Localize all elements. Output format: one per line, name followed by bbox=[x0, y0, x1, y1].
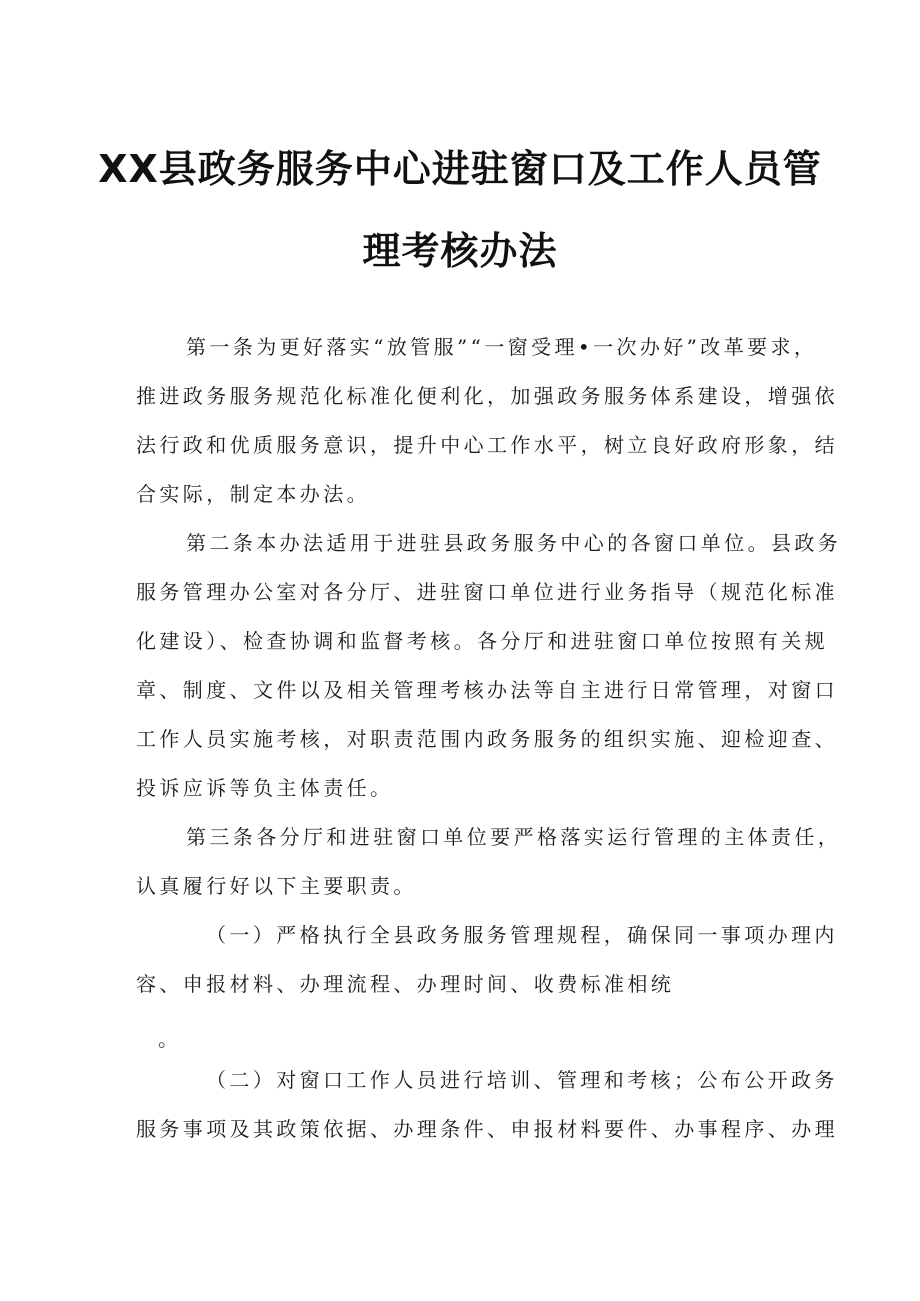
article-2-line-3: 化建设）、检查协调和监督考核。各分厅和进驻窗口单位按照有关规 bbox=[136, 629, 828, 653]
item-1-line-1: （一）严格执行全县政务服务管理规程，确保同一事项办理内 bbox=[206, 923, 838, 947]
item-1-line-3: 。 bbox=[158, 1027, 182, 1051]
document-title-line-1: XX县政务服务中心进驻窗口及工作人员管 bbox=[98, 147, 822, 191]
item-2-line-2: 服务事项及其政策依据、办理条件、申报材料要件、办事程序、办理 bbox=[136, 1117, 838, 1141]
item-2-line-1: （二）对窗口工作人员进行培训、管理和考核；公布公开政务 bbox=[206, 1068, 838, 1092]
article-3-line-1: 第三条各分厅和进驻窗口单位要严格落实运行管理的主体责任， bbox=[186, 825, 842, 849]
article-2-line-2: 服务管理办公室对各分厅、进驻窗口单位进行业务指导（规范化标准 bbox=[136, 580, 838, 604]
article-1-line-2: 推进政务服务规范化标准化便利化，加强政务服务体系建设，增强依 bbox=[136, 384, 838, 408]
article-2-line-6: 投诉应诉等负主体责任。 bbox=[136, 776, 394, 800]
document-title-line-2: 理考核办法 bbox=[362, 229, 558, 273]
article-3-line-2: 认真履行好以下主要职责。 bbox=[136, 874, 417, 898]
article-2-line-4: 章、制度、文件以及相关管理考核办法等自主进行日常管理，对窗口 bbox=[136, 678, 838, 702]
article-1-line-1: 第一条为更好落实“放管服”“一窗受理•一次办好”改革要求， bbox=[186, 335, 818, 359]
article-1-line-4: 合实际，制定本办法。 bbox=[136, 482, 370, 506]
article-1-line-3: 法行政和优质服务意识，提升中心工作水平，树立良好政府形象，结 bbox=[136, 433, 838, 457]
article-2-line-5: 工作人员实施考核，对职责范围内政务服务的组织实施、迎检迎查、 bbox=[136, 727, 838, 751]
article-2-line-1: 第二条本办法适用于进驻县政务服务中心的各窗口单位。县政务 bbox=[186, 531, 842, 555]
item-1-line-2: 容、申报材料、办理流程、办理时间、收费标准相统 bbox=[136, 972, 675, 996]
